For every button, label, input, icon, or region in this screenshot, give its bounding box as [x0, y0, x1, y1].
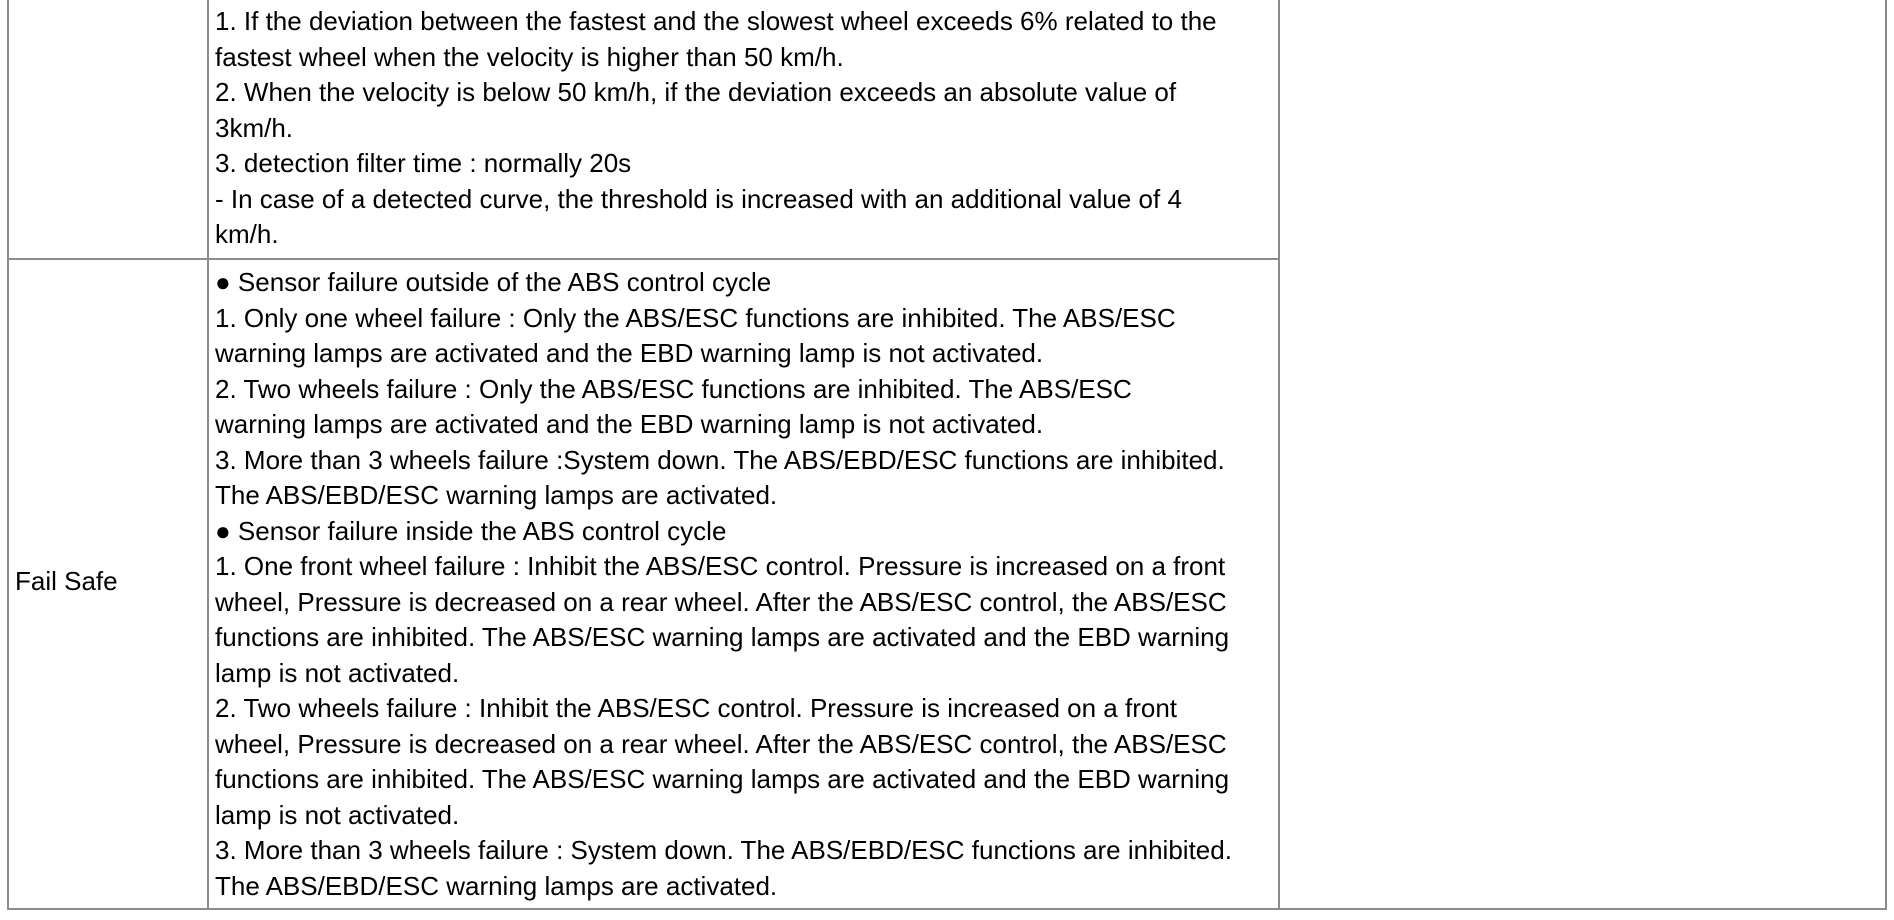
specification-table [7, 0, 1887, 910]
row-label-fail-safe: Fail Safe [15, 566, 118, 596]
description-line: 1. One front wheel failure : Inhibit the ABS/ESC control. Pressure is increased on a front [215, 551, 1226, 581]
table-border-bottom [7, 908, 1887, 910]
description-line: functions are inhibited. The ABS/ESC warning lamps are activated and the EBD warning [215, 764, 1230, 794]
row-description [215, 4, 1275, 253]
table-row [7, 0, 208, 259]
description-line: 2. Two wheels failure : Only the ABS/ESC functions are inhibited. The ABS/ESC [215, 373, 1132, 404]
description-line: 1. If the deviation between the fastest and the slowest wheel exceeds 6% related to the [215, 6, 1217, 36]
fail-safe-description [215, 265, 1275, 904]
empty-remarks-cell [1280, 0, 1885, 908]
description-line: 3. More than 3 wheels failure :System down. The ABS/EBD/ESC functions are inhibited. [215, 444, 1225, 475]
description-line: fastest wheel when the velocity is higher than 50 km/h. [215, 41, 844, 72]
description-line: 3km/h. [215, 112, 294, 143]
table-row [7, 260, 208, 908]
description-line: - In case of a detected curve, the threshold is increased with an additional value of 4 [215, 183, 1182, 214]
description-line: The ABS/EBD/ESC warning lamps are activated. [215, 480, 778, 510]
description-line: 3. detection filter time : normally 20s [215, 148, 632, 178]
description-line: ● Sensor failure outside of the ABS control cycle [215, 267, 772, 297]
description-line: lamp is not activated. [215, 657, 460, 688]
description-line: The ABS/EBD/ESC warning lamps are activated. [215, 870, 778, 901]
table-border-right [1885, 0, 1887, 910]
description-line: wheel, Pressure is decreased on a rear wheel. After the ABS/ESC control, the ABS/ESC [215, 586, 1227, 617]
description-line: ● Sensor failure inside the ABS control cycle [215, 515, 727, 546]
description-line: 2. When the velocity is below 50 km/h, if the deviation exceeds an absolute value of [215, 77, 1177, 107]
description-line: wheel, Pressure is decreased on a rear wheel. After the ABS/ESC control, the ABS/ESC [215, 728, 1227, 759]
description-line: functions are inhibited. The ABS/ESC warning lamps are activated and the EBD warning [215, 622, 1230, 652]
description-line: warning lamps are activated and the EBD warning lamp is not activated. [215, 409, 1044, 439]
description-line: lamp is not activated. [215, 799, 460, 830]
description-line: 3. More than 3 wheels failure : System down. The ABS/EBD/ESC functions are inhibited. [215, 835, 1232, 865]
description-line: km/h. [215, 219, 279, 249]
description-line: 2. Two wheels failure : Inhibit the ABS/ESC control. Pressure is increased on a front [215, 693, 1178, 723]
description-line: 1. Only one wheel failure : Only the ABS/ESC functions are inhibited. The ABS/ESC [215, 302, 1176, 333]
description-line: warning lamps are activated and the EBD warning lamp is not activated. [215, 338, 1044, 368]
